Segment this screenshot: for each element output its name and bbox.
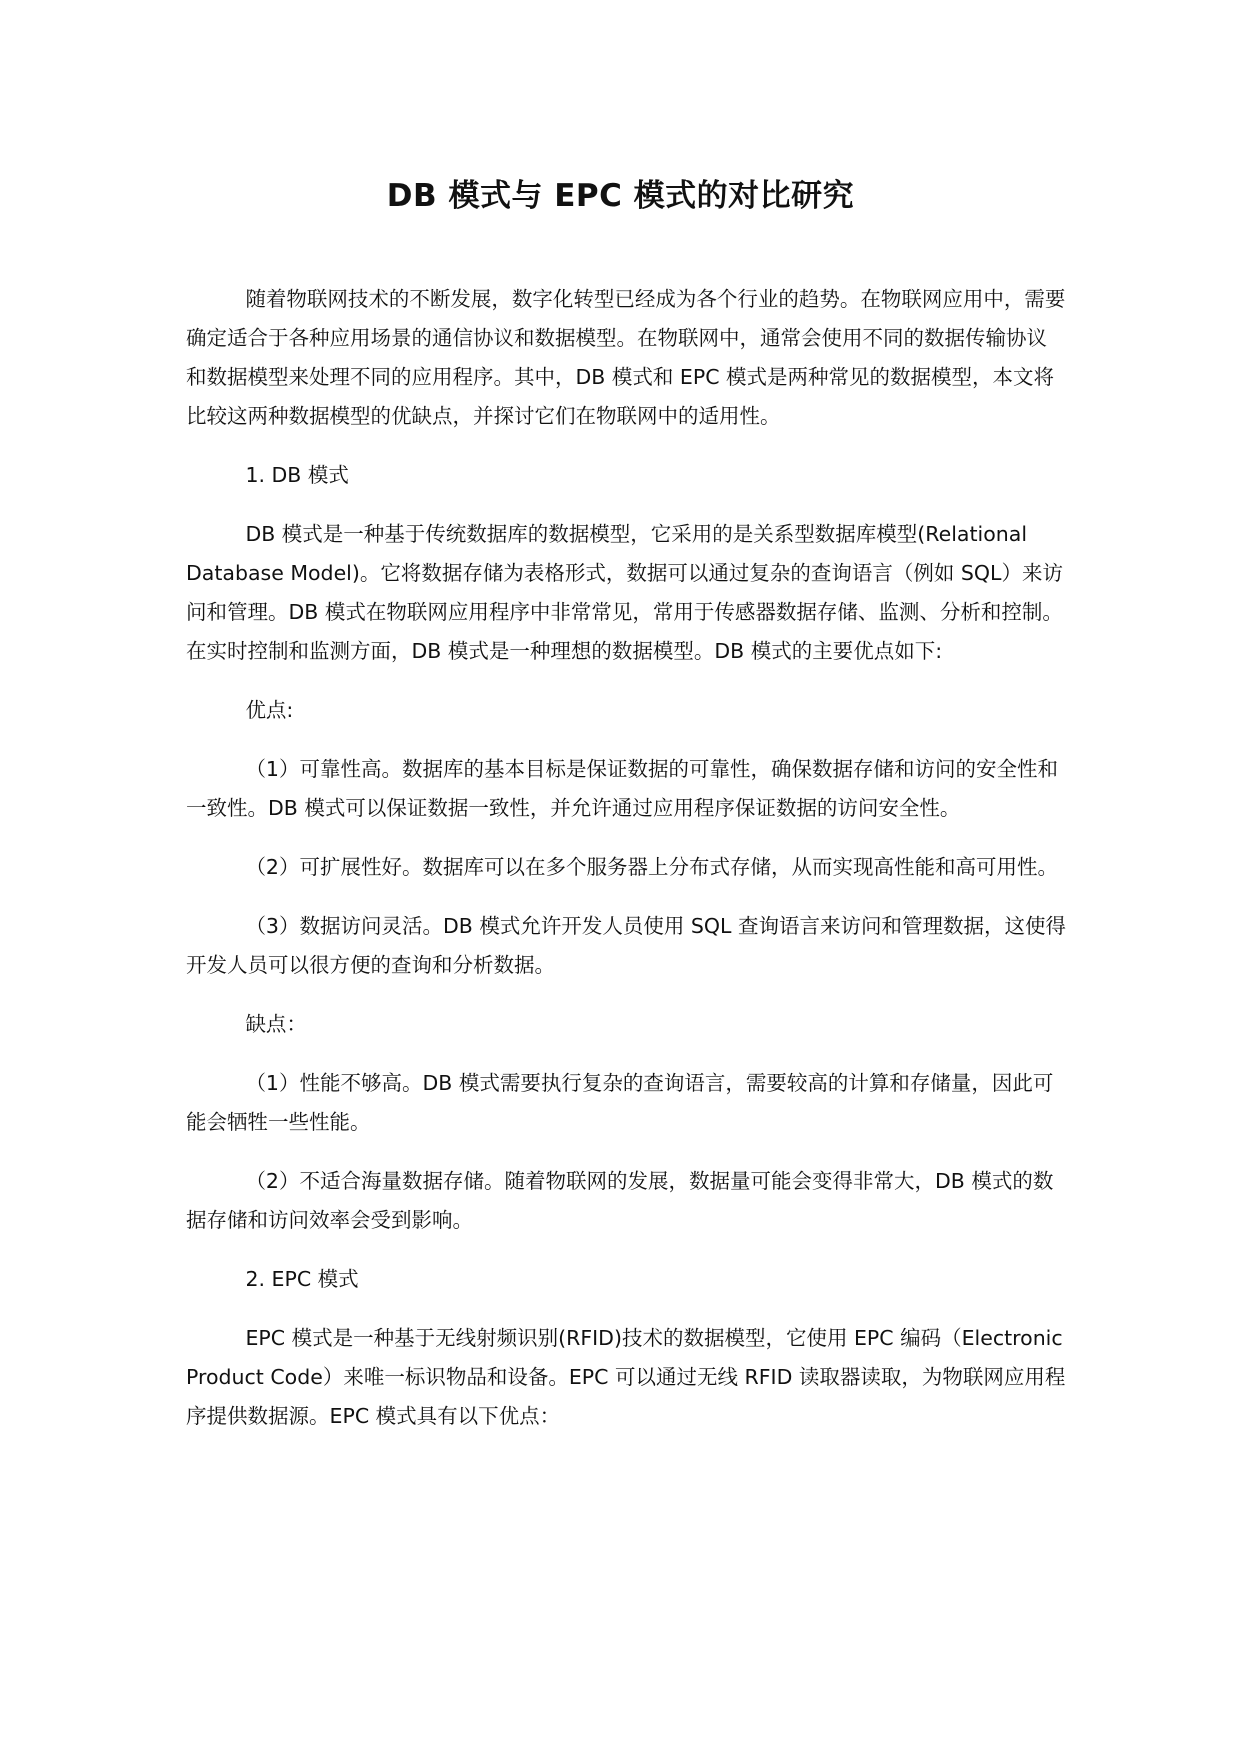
document-body xyxy=(186,280,1066,1456)
db-cons-label: 缺点： xyxy=(245,1012,307,1036)
document-title: DB 模式与 EPC 模式的对比研究 xyxy=(386,178,855,214)
intro-paragraph: 随着物联网技术的不断发展，数字化转型已经成为各个行业的趋势。在物联网应用中，需要确定适合于各种应用场景的通信协议和数据模型。在物联网中，通常会使用不同的数据传输协议和数据模型来处理不同的应用程序。其中，DB 模式和 EPC 模式是两种常见的数据模型，本文将比较这两种数据模型的优缺点，并探讨它们在物联网中的适用性。 xyxy=(186,287,1066,428)
db-con-item: （1）性能不够高。DB 模式需要执行复杂的查询语言，需要较高的计算和存储量，因此可能会牺牲一些性能。 xyxy=(186,1071,1054,1134)
db-pros-label: 优点: xyxy=(245,698,294,722)
db-pro-item: （2）可扩展性好。数据库可以在多个服务器上分布式存储，从而实现高性能和高可用性。 xyxy=(245,855,1058,879)
db-con-item: （2）不适合海量数据存储。随着物联网的发展，数据量可能会变得非常大，DB 模式的数据存储和访问效率会受到影响。 xyxy=(186,1169,1054,1232)
section-heading-db: 1. DB 模式 xyxy=(245,463,349,487)
db-description-paragraph: DB 模式是一种基于传统数据库的数据模型，它采用的是关系型数据库模型(Relational Database Model)。它将数据存储为表格形式，数据可以通过复杂的查询语言（例如 SQL）来访问和管理。DB 模式在物联网应用程序中非常常见，常用于传感器数据存储、监测、分析和控制。在实时控制和监测方面，DB 模式是一种理想的数据模型。DB 模式的主要优点如下: xyxy=(186,522,1063,663)
section-heading-epc: 2. EPC 模式 xyxy=(245,1267,359,1291)
db-pro-item: （1）可靠性高。数据库的基本目标是保证数据的可靠性，确保数据存储和访问的安全性和一致性。DB 模式可以保证数据一致性，并允许通过应用程序保证数据的访问安全性。 xyxy=(186,757,1058,820)
epc-description-paragraph: EPC 模式是一种基于无线射频识别(RFID)技术的数据模型，它使用 EPC 编码（Electronic Product Code）来唯一标识物品和设备。EPC 可以通过无线 RFID 读取器读取，为物联网应用程序提供数据源。EPC 模式具有以下优点： xyxy=(186,1326,1066,1428)
db-pro-item: （3）数据访问灵活。DB 模式允许开发人员使用 SQL 查询语言来访问和管理数据，这使得开发人员可以很方便的查询和分析数据。 xyxy=(186,914,1066,977)
